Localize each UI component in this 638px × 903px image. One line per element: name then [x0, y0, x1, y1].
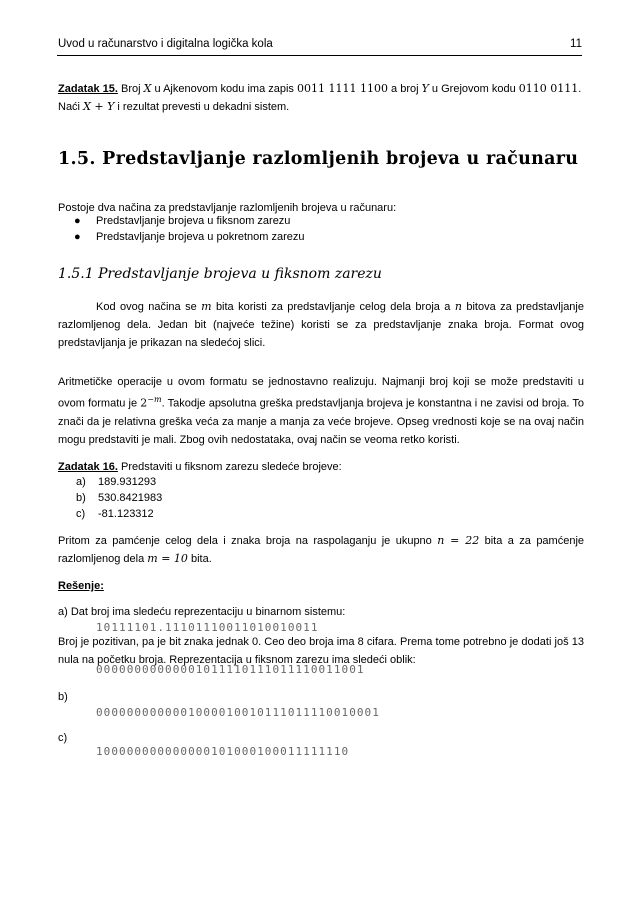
intro-text: Postoje dva načina za predstavljanje razlomljenih brojeva u računaru: [58, 202, 397, 214]
bullet-item [74, 213, 290, 229]
var-y: Y [421, 82, 429, 95]
para-text: bita a za pamćenje razlomljenog dela [58, 535, 585, 565]
solution-b-label: b) [58, 691, 68, 703]
equation-n: n = 22 [437, 534, 480, 547]
power-exponent: −m [147, 395, 162, 404]
fixed-point-result-a: 00000000000001011110111011110011001 [96, 663, 365, 676]
var-m: m [201, 300, 212, 313]
task-15-label: Zadatak 15. [58, 83, 118, 95]
bullet-dot-icon: ● [74, 215, 81, 227]
var-n: n [454, 300, 462, 313]
bullet-item [74, 229, 305, 245]
list-item [76, 506, 154, 522]
list-value: 189.931293 [98, 476, 157, 488]
task-15-text: . [578, 83, 582, 95]
paragraph-format [58, 298, 584, 352]
task-16-text: Predstaviti u fiksnom zarezu sledeće brojeve: [117, 461, 342, 473]
para-text: bitova za predstavljanje razlomljenog dela. Jedan bit (najveće težine) koristi se za predstavljanje znaka broja. Format ovog predstavljanja je prikazan na sledećoj slici. [58, 301, 584, 349]
list-value: 530.8421983 [98, 492, 163, 504]
task-15-text: a broj [387, 83, 422, 95]
paragraph-bits [58, 532, 584, 568]
subsection-heading: 1.5.1 Predstavljanje brojeva u fiksnom zarezu [58, 266, 382, 282]
solution-a-text: Broj je pozitivan, pa je bit znaka jednak 0. Ceo deo broja ima 8 cifara. Prema tome potrebno je dodati još 13 nula na početku broja. Reprezentacija u fiksnom zarezu ima sledeći oblik: [58, 636, 584, 666]
task-15-text: u Grejovom kodu [428, 83, 519, 95]
para-text: bita koristi za predstavljanje celog dela broja a [211, 301, 455, 313]
binary-representation: 10111101.11101110011010010011 [96, 621, 319, 634]
para-text: bita. [187, 553, 212, 565]
para-text: Kod ovog načina se [96, 301, 202, 313]
list-value: -81.123312 [98, 508, 154, 520]
page-header [58, 38, 582, 50]
task-15-text: u Ajkenovom kodu ima zapis [151, 83, 297, 95]
paragraph-arithmetic [58, 373, 584, 449]
fixed-point-result-c: 100000000000000101000100011111110 [96, 745, 350, 758]
sum-expression: X + Y [83, 100, 115, 113]
task-15-text: Naći [58, 101, 84, 113]
solution-label [58, 577, 584, 595]
header-title: Uvod u računarstvo i digitalna logička kola [58, 38, 273, 50]
list-label: a) [76, 476, 86, 488]
solution-c-label: c) [58, 732, 68, 744]
para-text: . Takodje apsolutna greška predstavljanja brojeva je konstantna i ne zavisi od broja. To znači da je relativna greška veća za manje a manja za veće brojeve. Opseg vrednosti koje se na ovaj način mogu predstaviti je mali. Zbog ovih nedostataka, ovaj način se veoma retko koristi. [58, 397, 584, 446]
task-15-text: i rezultat prevesti u dekadni sistem. [114, 101, 290, 113]
para-text: Aritmetičke operacije u ovom formatu se jednostavno realizuju. Najmanji broj koji se može predstaviti u ovom formatu je [58, 376, 584, 410]
header-rule [57, 55, 582, 56]
var-x: X [143, 82, 152, 95]
bullet-text: Predstavljanje brojeva u pokretnom zarezu [96, 231, 305, 243]
aiken-code: 0011 1111 1100 [296, 82, 388, 95]
power-base: 2 [140, 396, 148, 410]
task-15-text: Broj [117, 83, 144, 95]
bullet-text: Predstavljanje brojeva u fiksnom zarezu [96, 215, 291, 227]
fixed-point-result-b: 0000000000001000010010111011110010001 [96, 706, 380, 719]
equation-m: m = 10 [147, 552, 188, 565]
task-16-label: Zadatak 16. [58, 461, 118, 473]
page-number: 11 [570, 38, 582, 50]
list-label: c) [76, 508, 86, 520]
para-text: Pritom za pamćenje celog dela i znaka broja na raspolaganju je ukupno [58, 535, 438, 547]
gray-code: 0110 0111 [518, 82, 579, 95]
list-item [76, 490, 162, 506]
task-15 [58, 80, 584, 116]
section-heading: 1.5. Predstavljanje razlomljenih brojeva u računaru [58, 149, 579, 169]
list-label: b) [76, 492, 86, 504]
solution-heading: Rešenje: [58, 580, 104, 592]
solution-a-intro: a) Dat broj ima sledeću reprezentaciju u binarnom sistemu: [58, 606, 346, 618]
bullet-dot-icon: ● [74, 231, 81, 243]
list-item [76, 474, 156, 490]
